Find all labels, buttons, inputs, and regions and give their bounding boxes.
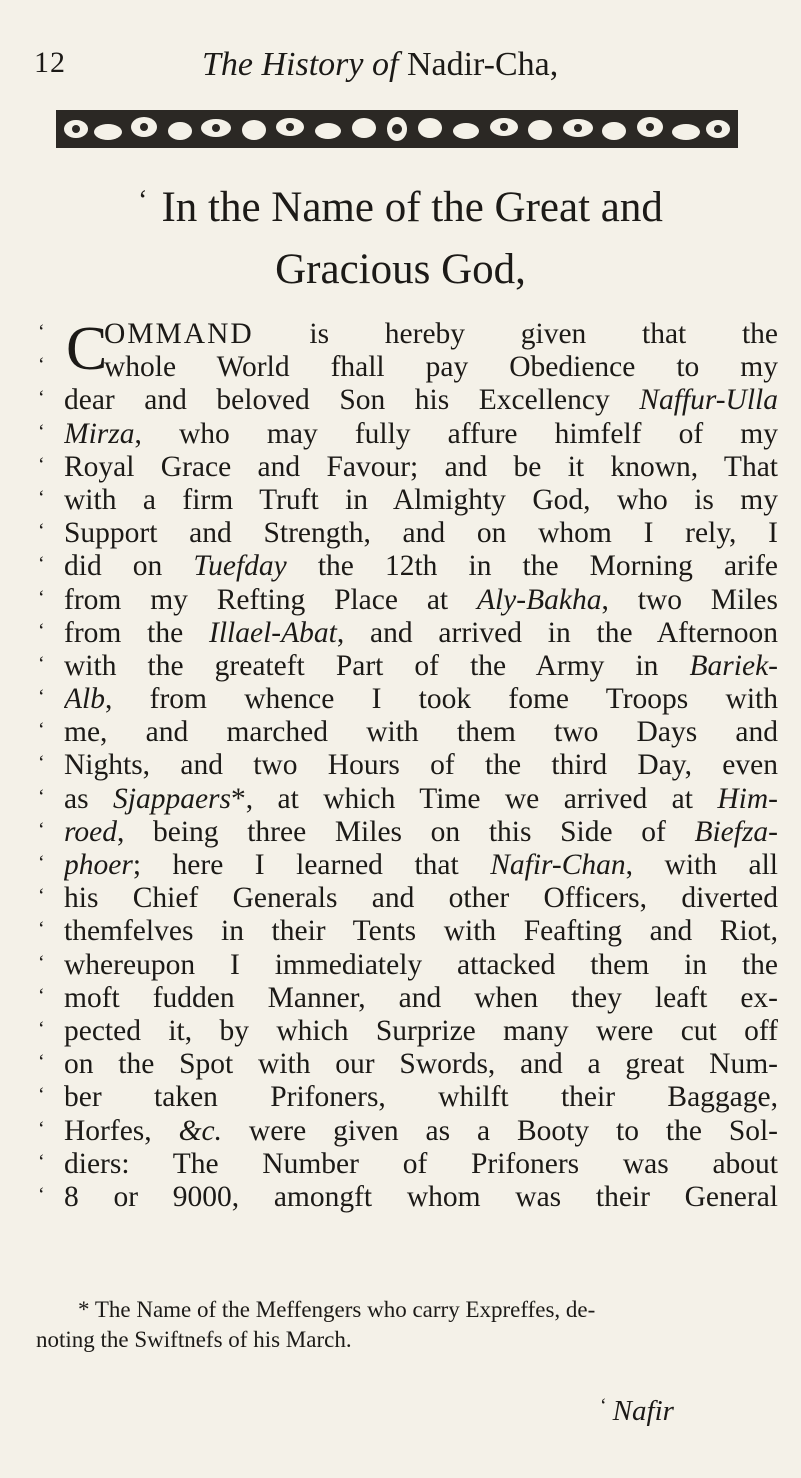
line-text: me, and marched with them two Days and	[64, 716, 778, 749]
text-line	[38, 1181, 778, 1214]
line-text: whereupon I immediately attacked them in the	[64, 948, 778, 981]
text-line	[38, 949, 778, 982]
text-line	[38, 982, 778, 1015]
running-title-italic: The History of	[202, 46, 399, 83]
line-text: roed, being three Miles on this Side of Biefza-	[64, 815, 778, 848]
line-mark: ‘	[38, 354, 45, 377]
line-text: diers: The Number of Prifoners was about	[64, 1147, 778, 1180]
text-line	[38, 1048, 778, 1081]
text-line	[38, 451, 778, 484]
line-text: from the Illael-Abat, and arrived in the Afternoon	[64, 616, 778, 649]
line-mark: ‘	[38, 951, 45, 974]
line-text: Alb, from whence I took fome Troops with	[64, 683, 778, 716]
heading-line-1	[0, 170, 801, 239]
line-text: Mirza, who may fully affure himfelf of my	[64, 417, 778, 450]
line-text: his Chief Generals and other Officers, diverted	[64, 882, 778, 915]
text-line	[38, 384, 778, 417]
text-line	[38, 418, 778, 451]
line-text: 8 or 9000, amongft whom was their General	[64, 1180, 778, 1213]
line-mark: ‘	[38, 652, 45, 675]
line-mark: ‘	[38, 752, 45, 775]
text-line	[38, 1015, 778, 1048]
text-line	[38, 650, 778, 683]
line-text: Royal Grace and Favour; and be it known, That	[64, 450, 778, 483]
body-text	[38, 315, 778, 1214]
heading-line-2: Gracious God,	[275, 246, 526, 293]
text-line	[38, 849, 778, 882]
line-mark: ‘	[38, 420, 45, 443]
line-text: Support and Strength, and on whom I rely, I	[64, 517, 778, 550]
text-line	[38, 517, 778, 550]
line-mark: ‘	[38, 387, 45, 410]
line-mark: ‘	[38, 1183, 45, 1206]
line-mark: ‘	[38, 1150, 45, 1173]
text-line	[38, 1115, 778, 1148]
running-title-roman: Nadir-Cha,	[406, 46, 559, 83]
text-line	[38, 882, 778, 915]
running-title	[202, 46, 558, 84]
line-mark: ‘	[38, 1017, 45, 1040]
line-mark: ‘	[38, 719, 45, 742]
page-header	[34, 46, 774, 96]
text-line	[38, 683, 778, 716]
line-mark: ‘	[38, 1084, 45, 1107]
text-line	[38, 318, 778, 351]
catchword	[600, 1395, 674, 1428]
line-text: with the greateft Part of the Army in Bariek-	[64, 649, 778, 682]
drop-cap: C	[66, 315, 108, 383]
text-line	[38, 915, 778, 948]
text-line	[38, 617, 778, 650]
line-text: on the Spot with our Swords, and a great Num-	[64, 1048, 778, 1081]
line-text: Nights, and two Hours of the third Day, even	[64, 749, 778, 782]
footnote	[36, 1295, 776, 1355]
text-line	[38, 550, 778, 583]
catchword-mark: ‘	[600, 1395, 607, 1417]
line-mark: ‘	[38, 984, 45, 1007]
line-mark: ‘	[38, 852, 45, 874]
line-text: themfelves in their Tents with Feafting and Riot,	[64, 915, 778, 948]
text-line	[38, 783, 778, 816]
line-mark: ‘	[38, 885, 45, 908]
line-text: ber taken Prifoners, whilft their Baggage,	[64, 1081, 778, 1114]
line-text: phoer; here I learned that Nafir-Chan, with all	[64, 849, 778, 881]
line-mark: ‘	[38, 1117, 45, 1140]
line-mark: ‘	[38, 686, 45, 709]
line-text: with a firm Truft in Almighty God, who is my	[64, 483, 778, 516]
footnote-line-1: * The Name of the Meffengers who carry Expreffes, de-	[78, 1297, 596, 1322]
text-line	[38, 1148, 778, 1181]
line-mark: ‘	[38, 818, 45, 841]
line-text: whole World fhall pay Obedience to my	[104, 351, 778, 384]
line-mark: ‘	[38, 486, 45, 509]
footnote-line-2: noting the Swiftnefs of his March.	[36, 1327, 352, 1352]
quote-mark: ‘	[138, 185, 148, 216]
line-mark: ‘	[38, 785, 45, 808]
page-number: 12	[34, 46, 66, 79]
text-line	[38, 351, 778, 384]
text-line	[38, 749, 778, 782]
line-text: did on Tuefday the 12th in the Morning arife	[64, 550, 778, 583]
line-text: from my Refting Place at Aly-Bakha, two Miles	[64, 583, 778, 616]
line-text: moft fudden Manner, and when they leaft ex-	[64, 981, 778, 1014]
line-text: OMMAND is hereby given that the	[104, 318, 778, 350]
line-mark: ‘	[38, 520, 45, 543]
heading-line-1-text: In the Name of the Great and	[161, 184, 663, 231]
line-mark: ‘	[38, 321, 45, 343]
line-mark: ‘	[38, 1051, 45, 1074]
line-mark: ‘	[38, 586, 45, 609]
line-mark: ‘	[38, 453, 45, 476]
catchword-text: Nafir	[612, 1395, 674, 1427]
line-text: as Sjappaers*, at which Time we arrived at Him-	[64, 782, 778, 815]
line-text: Horfes, &c. were given as a Booty to the Sol-	[64, 1114, 778, 1147]
decorative-headpiece-icon	[56, 110, 738, 148]
text-line	[38, 484, 778, 517]
line-text: dear and beloved Son his Excellency Naffur-Ulla	[64, 384, 778, 417]
line-mark: ‘	[38, 619, 45, 642]
proclamation-heading	[0, 170, 801, 301]
text-line	[38, 816, 778, 849]
line-mark: ‘	[38, 553, 45, 576]
line-mark: ‘	[38, 918, 45, 941]
text-line	[38, 584, 778, 617]
text-line	[38, 1081, 778, 1114]
text-line	[38, 716, 778, 749]
line-text: pected it, by which Surprize many were cut off	[64, 1014, 778, 1047]
